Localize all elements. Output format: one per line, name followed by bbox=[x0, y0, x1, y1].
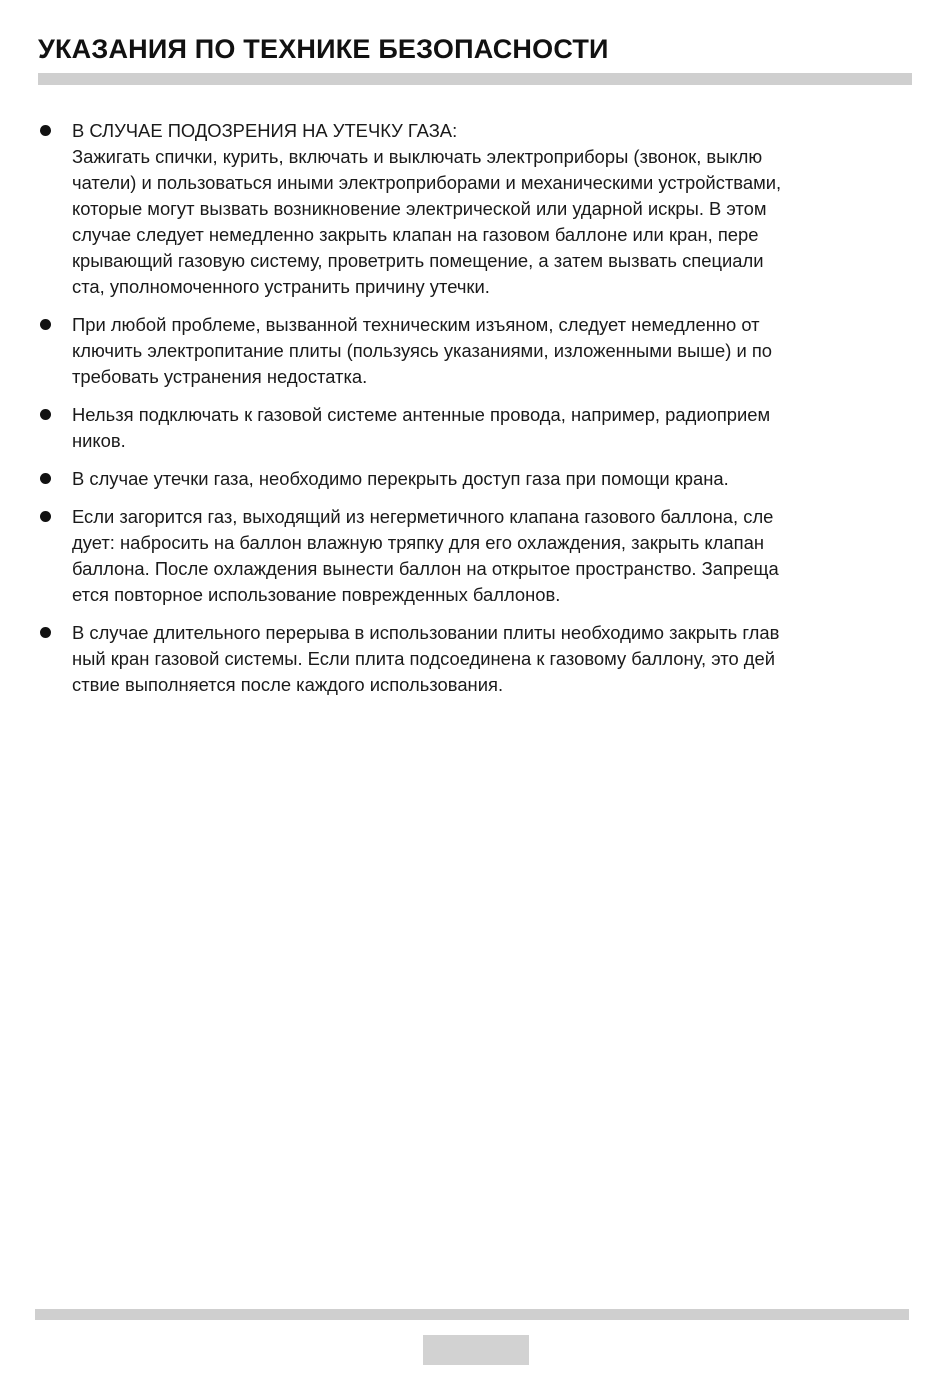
text-line: дует: набросить на баллон влажную тряпку для его охлаждения, закрыть клапан bbox=[72, 532, 764, 553]
list-item bbox=[38, 466, 912, 492]
text-line: баллона. После охлаждения вынести баллон на открытое пространство. Запреща bbox=[72, 558, 779, 579]
text-line: ствие выполняется после каждого использования. bbox=[72, 674, 504, 695]
list-item-text bbox=[72, 466, 912, 492]
list-item-text bbox=[72, 312, 912, 390]
text-line: случае следует немедленно закрыть клапан на газовом баллоне или кран, пере bbox=[72, 224, 759, 245]
bullet-dot-icon bbox=[40, 319, 51, 330]
text-line: ключить электропитание плиты (пользуясь указаниями, изложенными выше) и по bbox=[72, 340, 773, 361]
list-item bbox=[38, 620, 912, 698]
list-item-text bbox=[72, 620, 912, 698]
text-line: В случае длительного перерыва в использовании плиты необходимо закрыть глав bbox=[72, 622, 780, 643]
text-line: требовать устранения недостатка. bbox=[72, 366, 368, 387]
text-line: ников. bbox=[72, 430, 126, 451]
text-line: В случае утечки газа, необходимо перекрыть доступ газа при помощи крана. bbox=[72, 468, 729, 489]
list-item bbox=[38, 504, 912, 608]
text-line: ста, уполномоченного устранить причину утечки. bbox=[72, 276, 490, 297]
bullet-dot-icon bbox=[40, 473, 51, 484]
text-line: Нельзя подключать к газовой системе антенные провода, например, радиоприем bbox=[72, 404, 771, 425]
text-line: При любой проблеме, вызванной техническим изъяном, следует немедленно от bbox=[72, 314, 760, 335]
text-line: ется повторное использование поврежденных баллонов. bbox=[72, 584, 561, 605]
text-line: которые могут вызвать возникновение электрической или ударной искры. В этом bbox=[72, 198, 767, 219]
bullet-dot-icon bbox=[40, 511, 51, 522]
text-line: ный кран газовой системы. Если плита подсоединена к газовому баллону, это дей bbox=[72, 648, 776, 669]
text-line: Зажигать спички, курить, включать и выключать электроприборы (звонок, выклю bbox=[72, 146, 763, 167]
list-item-text bbox=[72, 118, 912, 300]
text-line: чатели) и пользоваться иными электроприборами и механическими устройствами, bbox=[72, 172, 782, 193]
text-line: Если загорится газ, выходящий из негерметичного клапана газового баллона, сле bbox=[72, 506, 774, 527]
footer-rule bbox=[35, 1309, 909, 1320]
safety-instructions-list bbox=[38, 118, 912, 710]
page-number-box bbox=[423, 1335, 529, 1365]
bullet-dot-icon bbox=[40, 409, 51, 420]
bullet-dot-icon bbox=[40, 125, 51, 136]
bullet-dot-icon bbox=[40, 627, 51, 638]
list-item bbox=[38, 118, 912, 300]
text-line: В СЛУЧАЕ ПОДОЗРЕНИЯ НА УТЕЧКУ ГАЗА: bbox=[72, 120, 458, 141]
page-title: УКАЗАНИЯ ПО ТЕХНИКЕ БЕЗОПАСНОСТИ bbox=[38, 34, 609, 64]
list-item-text bbox=[72, 402, 912, 454]
list-item bbox=[38, 402, 912, 454]
text-line: крывающий газовую систему, проветрить помещение, а затем вызвать специали bbox=[72, 250, 764, 271]
list-item bbox=[38, 312, 912, 390]
list-item-text bbox=[72, 504, 912, 608]
title-rule bbox=[38, 73, 912, 85]
